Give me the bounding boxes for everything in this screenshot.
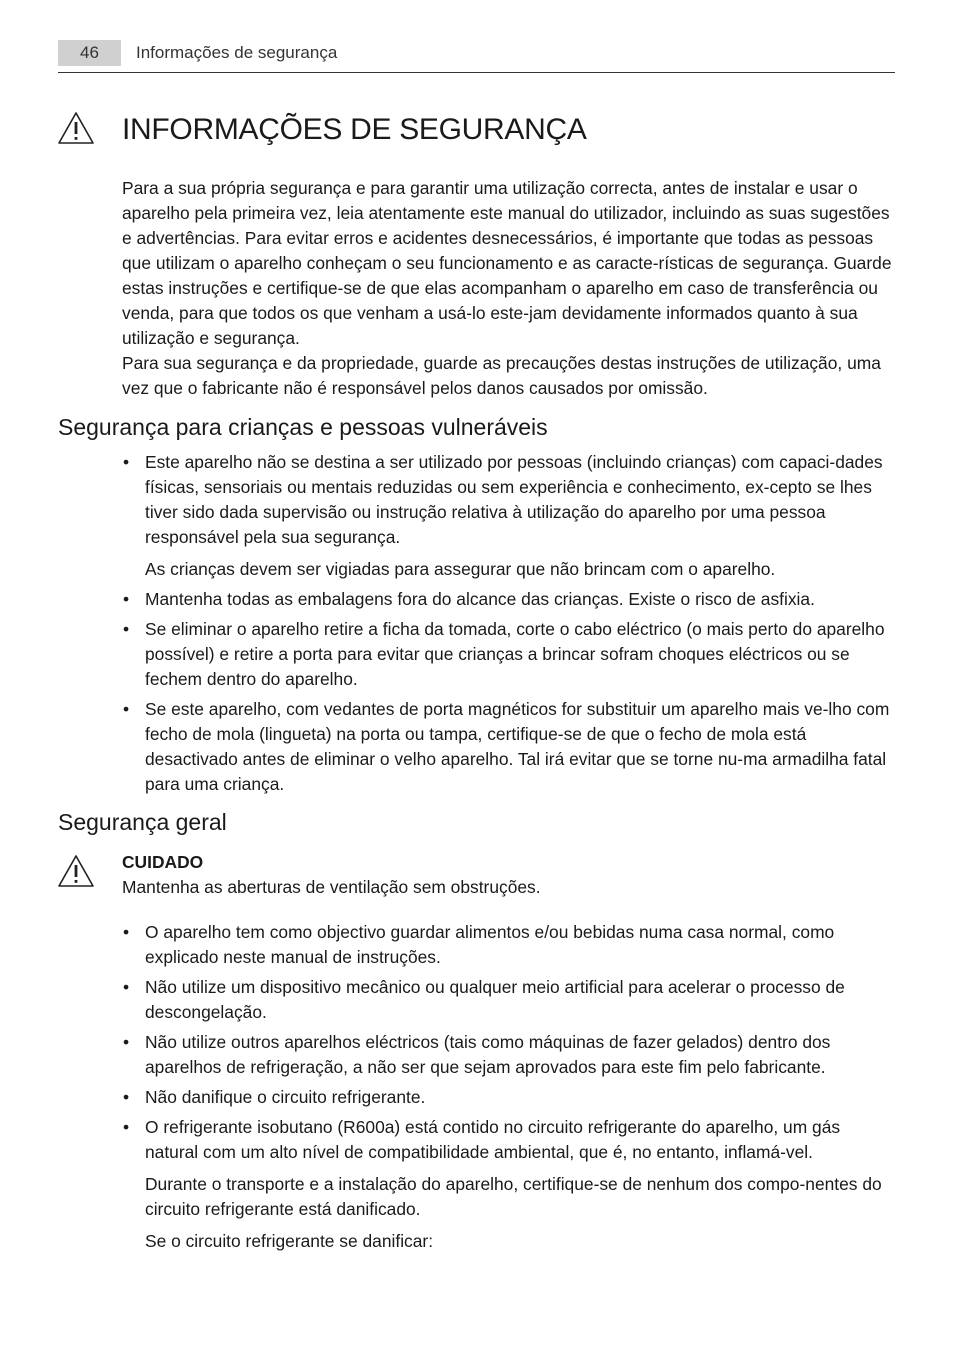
list-item (122, 920, 894, 970)
intro-paragraph: Para sua segurança e da propriedade, guarde as precauções destas instruções de utilização, uma vez que o fabricante não é responsável pelos danos causados por omissão. (122, 353, 881, 398)
bullet-glyph: • (123, 589, 130, 609)
intro-paragraph: Para a sua própria segurança e para garantir uma utilização correcta, antes de instalar e usar o aparelho pela primeira vez, leia atentamente este manual do utilizador, incluindo as suas sugestões e advertências. Para evitar erros e acidentes desnecessários, é importante que todas as pessoas que utilizam o aparelho conheçam o seu funcionamento e as caracte-rísticas de segurança. Guarde estas instruções e certifique-se de que elas acompanham o aparelho em caso de transferência ou venda, para que todos os que venham a usá-lo este-jam devidamente informados quanto à sua utilização e segurança. (122, 178, 892, 348)
list-item-text: Não utilize outros aparelhos eléctricos (tais como máquinas de fazer gelados) dentro dos aparelhos de refrigeração, a não ser que sejam aprovados para este fim pelo fabricante. (145, 1032, 831, 1077)
warning-triangle-icon (57, 111, 95, 145)
caution-box (122, 850, 894, 900)
bullet-glyph: • (123, 922, 130, 942)
section-heading-children-safety: Segurança para crianças e pessoas vulneráveis (58, 414, 548, 440)
page-title: INFORMAÇÕES DE SEGURANÇA (122, 113, 587, 146)
list-item-text: Este aparelho não se destina a ser utilizado por pessoas (incluindo crianças) com capaci-dades físicas, sensoriais ou mentais reduzidas ou sem experiência e conhecimento, ex-cepto se lhes tiver sido dada supervisão ou instrução relativa à utilização do aparelho por uma pessoa responsável pela sua segurança. (145, 452, 883, 547)
list-item (122, 587, 894, 612)
bullet-glyph: • (123, 699, 130, 719)
list-item-text: Não danifique o circuito refrigerante. (145, 1087, 426, 1107)
caution-title: CUIDADO (122, 852, 204, 872)
list-item-subtext: As crianças devem ser vigiadas para assegurar que não brincam com o aparelho. (145, 559, 776, 579)
list-item (122, 1030, 894, 1080)
list-item-text: Se eliminar o aparelho retire a ficha da tomada, corte o cabo eléctrico (o mais perto do aparelho possível) e retire a porta para evitar que crianças a brincar sofram choques eléctricos ou se fechem dentro do aparelho. (145, 619, 885, 689)
list-item-text: O refrigerante isobutano (R600a) está contido no circuito refrigerante do aparelho, um gás natural com um alto nível de compatibilidade ambiental, que é, no entanto, inflamá-vel. (145, 1117, 841, 1162)
bullet-glyph: • (123, 1032, 130, 1052)
list-item (122, 1085, 894, 1110)
list-item-subtext: Se o circuito refrigerante se danificar: (145, 1231, 434, 1251)
warning-triangle-icon (57, 854, 95, 888)
list-item-text: Não utilize um dispositivo mecânico ou qualquer meio artificial para acelerar o processo de descongelação. (145, 977, 845, 1022)
bullet-glyph: • (123, 1117, 130, 1137)
running-title: Informações de segurança (136, 43, 338, 62)
bullet-glyph: • (123, 1087, 130, 1107)
list-item-text: O aparelho tem como objectivo guardar alimentos e/ou bebidas numa casa normal, como explicado neste manual de instruções. (145, 922, 835, 967)
intro-text (122, 176, 894, 401)
general-safety-list (122, 920, 894, 1259)
caution-text: Mantenha as aberturas de ventilação sem obstruções. (122, 877, 541, 897)
list-item-text: Mantenha todas as embalagens fora do alcance das crianças. Existe o risco de asfixia. (145, 589, 815, 609)
list-item (122, 450, 894, 582)
list-item (122, 697, 894, 797)
list-item (122, 1115, 894, 1254)
bullet-glyph: • (123, 452, 130, 472)
children-safety-list (122, 450, 894, 802)
page-number: 46 (58, 40, 121, 66)
section-heading-general-safety: Segurança geral (58, 809, 227, 835)
list-item (122, 975, 894, 1025)
bullet-glyph: • (123, 619, 130, 639)
bullet-glyph: • (123, 977, 130, 997)
list-item (122, 617, 894, 692)
page-header (58, 40, 895, 73)
list-item-text: Se este aparelho, com vedantes de porta magnéticos for substituir um aparelho mais ve-lho com fecho de mola (lingueta) na porta ou tampa, certifique-se de que o fecho de mola está desactivado antes de eliminar o velho aparelho. Tal irá evitar que se torne nu-ma armadilha fatal para uma criança. (145, 699, 890, 794)
list-item-subtext: Durante o transporte e a instalação do aparelho, certifique-se de nenhum dos compo-nentes do circuito refrigerante está danificado. (145, 1174, 882, 1219)
